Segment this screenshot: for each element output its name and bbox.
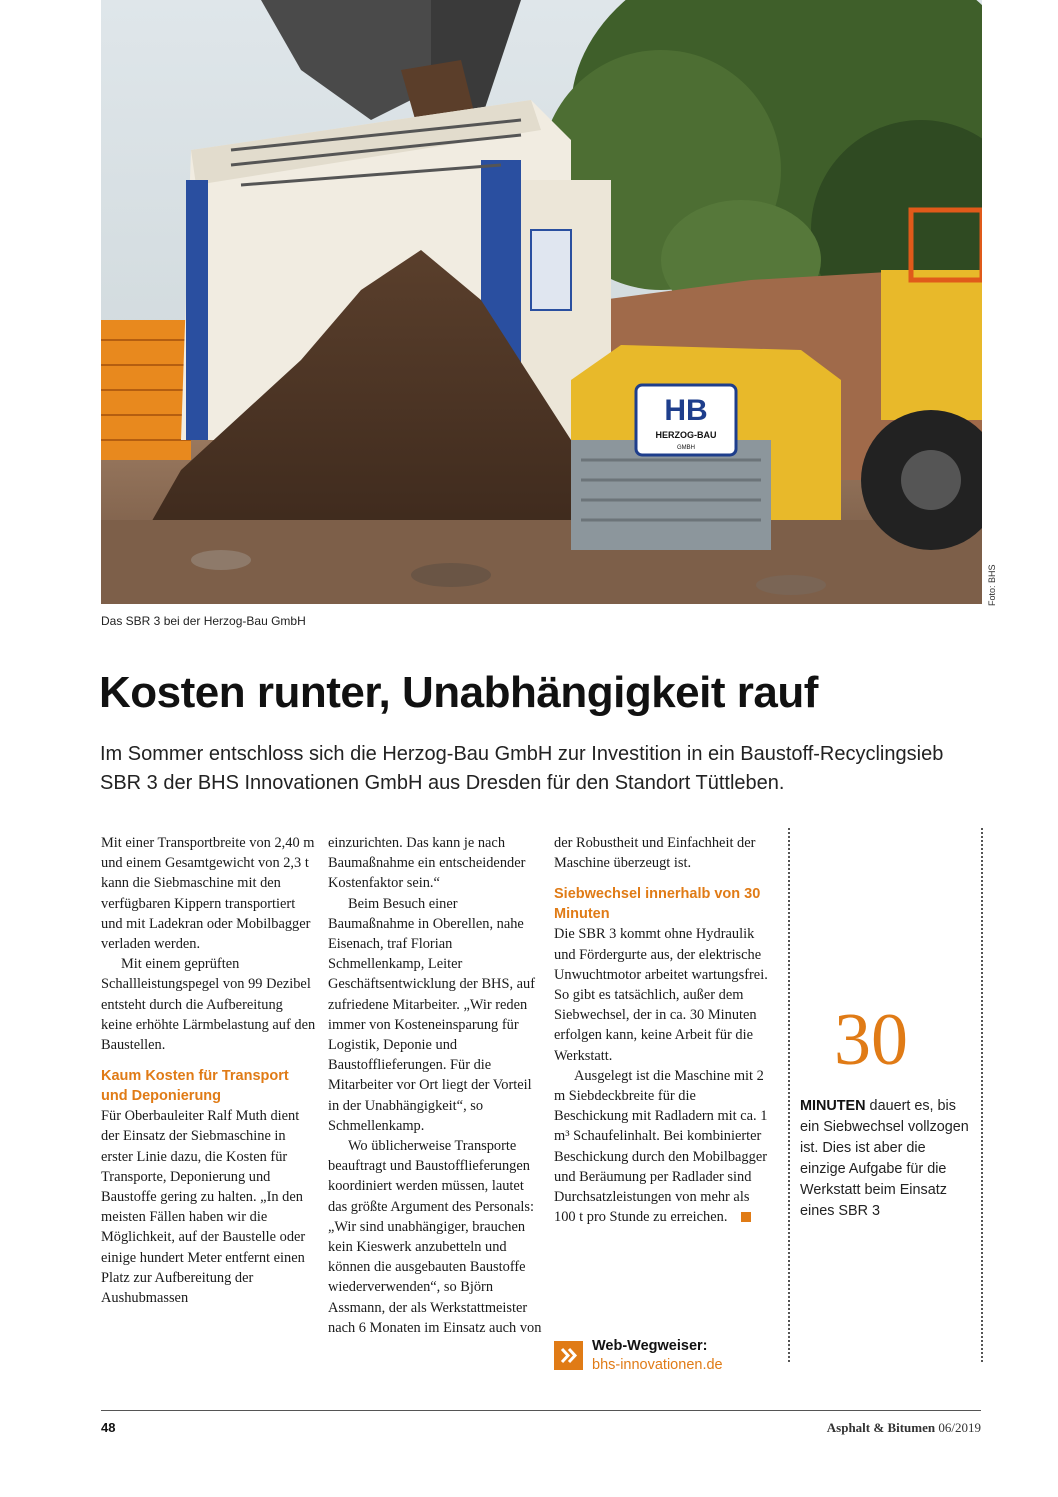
paragraph: Mit einer Transportbreite von 2,40 m und einem Gesamtgewicht von 2,3 t kann die Siebmaschine mit den verfügbaren Kippern transportiert und mit Ladekran oder Mobilbagger verladen werden. — [101, 835, 315, 953]
divider — [981, 828, 983, 1362]
issue: 06/2019 — [938, 1420, 981, 1435]
photo-caption: Das SBR 3 bei der Herzog-Bau GmbH — [101, 614, 306, 628]
paragraph: Mit einem geprüften Schallleistungspegel von 99 Dezibel entsteht durch die Aufbereitung keine erhöhte Lärmbelastung auf den Baustellen. — [101, 956, 316, 1054]
logo-sub: GMBH — [677, 445, 695, 451]
logo-brand: HERZOG-BAU — [655, 430, 717, 440]
sidebar-body: dauert es, bis ein Siebwechsel vollzogen ist. Dies ist aber die einzige Aufgabe für die Werkstatt beim Einsatz eines SBR 3 — [800, 1098, 969, 1219]
magazine-name — [827, 1420, 981, 1436]
paragraph-text: Ausgelegt ist die Maschine mit 2 m Siebdeckbreite für die Beschickung mit Radladern mit ca. 1 m³ Schaufelinhalt. Bei kombinierter Beschickung durch den Mobilbagger und Beräumung per Radlader sind Durchsatzleistungen von mehr als 100 t pro Stunde zu erreichen. — [554, 1067, 768, 1226]
paragraph: Beim Besuch einer Baumaßnahme in Oberellen, nahe Eisenach, traf Florian Schmellenkamp, Leiter Geschäftsentwicklung der BHS, auf zufriedene Mitarbeiter. „Wir reden immer von Kosteneinsparung für Logistik, Deponie und Baustofflieferungen. Für die Mitarbeiter vor Ort liegt der Vorteil in der Unabhängigkeit“, so Schmellenkamp. — [328, 895, 536, 1134]
end-mark-icon — [741, 1212, 751, 1222]
web-link[interactable]: bhs-innovationen.de — [592, 1357, 723, 1373]
divider — [788, 828, 790, 1362]
paragraph: Für Oberbauleiter Ralf Muth dient der Einsatz der Siebmaschine in erster Linie dazu, die Kosten für Transporte, Deponierung und Baustoffe gering zu halten. „In den meisten Fällen haben wir die Möglichkeit, auf der Baustelle oder einige hundert Meter entfernt einen Platz zur Aufbereitung der Aushubmassen — [101, 1108, 306, 1307]
subheading: Kaum Kosten für Transport und Deponierung — [101, 1068, 289, 1105]
subheading: Siebwechsel innerhalb von 30 Minuten — [554, 886, 761, 923]
paragraph: Wo üblicherweise Transporte beauftragt und Baustofflieferungen koordiniert werden müssen, lautet das größte Argument des Personals: „Wir sind unabhängiger, brauchen kein Kieswerk anzubetteln und können die ausgebauten Baustoffe wiederverwenden“, so Björn Assmann, der als Werkstattmeister nach 6 Monaten im Einsatz auch von — [328, 1138, 542, 1336]
magazine-title: Asphalt & Bitumen — [826, 1420, 936, 1435]
logo-text: HB — [664, 394, 708, 427]
paragraph: der Robustheit und Einfachheit der Maschine überzeugt ist. — [554, 835, 756, 872]
paragraph — [554, 1066, 769, 1228]
double-chevron-icon — [554, 1341, 583, 1370]
column-3 — [554, 833, 769, 1227]
article-title: Kosten runter, Unabhängigkeit rauf — [99, 668, 818, 717]
web-pointer-title: Web-Wegweiser: — [592, 1338, 708, 1354]
hero-photo — [101, 0, 982, 604]
sidebar-keyword: MINUTEN — [800, 1098, 866, 1114]
sidebar-number: 30 — [834, 999, 908, 1081]
web-pointer[interactable] — [554, 1338, 774, 1378]
paragraph: Die SBR 3 kommt ohne Hydraulik und Fördergurte aus, der elektrische Unwuchtmotor arbeitet wartungsfrei. So gibt es tatsächlich, außer dem Siebwechsel, der in ca. 30 Minuten erfolgen kann, keine Arbeit für die Werkstatt. — [554, 926, 768, 1064]
column-2 — [328, 833, 543, 1338]
paragraph: einzurichten. Das kann je nach Baumaßnahme ein entscheidender Kostenfaktor sein.“ — [328, 835, 526, 892]
photo-credit: Foto: BHS — [987, 564, 997, 606]
footer-rule — [101, 1410, 981, 1411]
sidebar-text — [800, 1096, 970, 1222]
column-1 — [101, 833, 316, 1308]
article-lead: Im Sommer entschloss sich die Herzog-Bau GmbH zur Investition in ein Baustoff-Recyclingsieb SBR 3 der BHS Innovationen GmbH aus Dresden für den Standort Tüttleben. — [100, 743, 944, 794]
page-number: 48 — [101, 1420, 116, 1435]
